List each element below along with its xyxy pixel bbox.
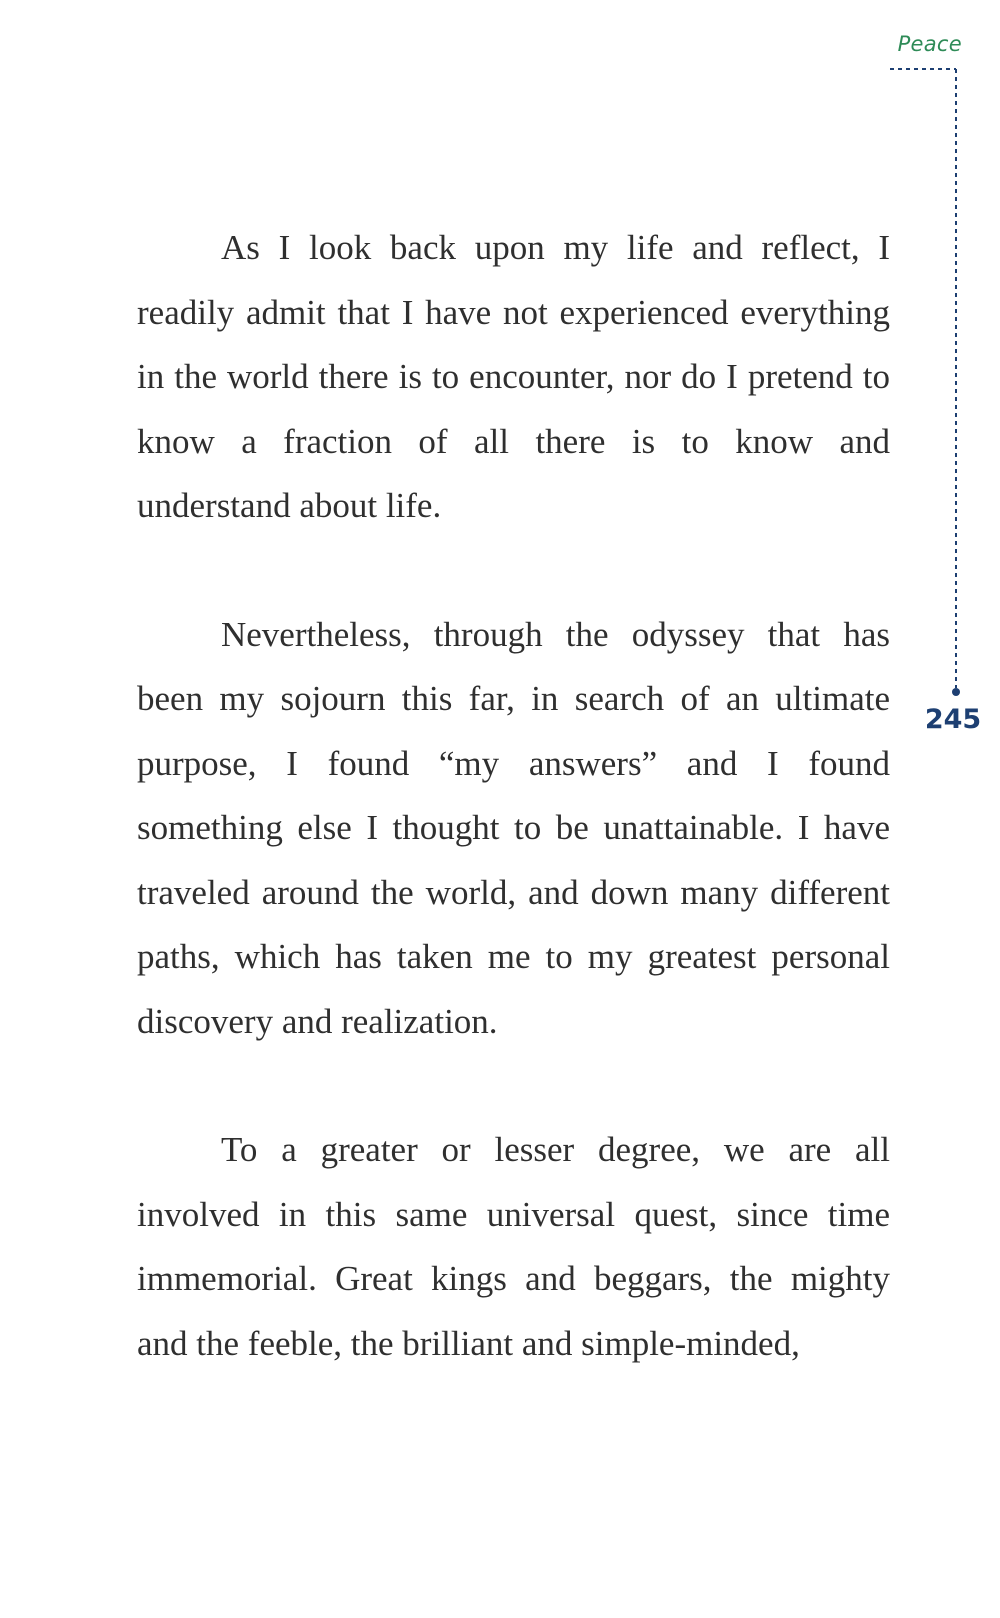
running-head-title: Peace — [897, 32, 962, 56]
marker-dot — [952, 688, 960, 696]
paragraph-1: As I look back upon my life and reflect, I readily admit that I have not experienced everything in the world there is to encounter, nor do I pretend to know a fraction of all there is to know and understand about life. — [137, 228, 890, 525]
paragraph-2: Nevertheless, through the odyssey that has been my sojourn this far, in search of an ultimate purpose, I found “my answers” and I found something else I thought to be unattainable. I have traveled around the world, and down many different paths, which has taken me to my greatest personal discovery and realization. — [137, 614, 890, 1041]
page-number: 245 — [924, 704, 982, 735]
paragraph-3: To a greater or lesser degree, we are all involved in this same universal quest, since time immemorial. Great kings and beggars, the mighty and the feeble, the brilliant and simple-minded, — [137, 1130, 890, 1363]
body-text — [137, 216, 890, 1440]
